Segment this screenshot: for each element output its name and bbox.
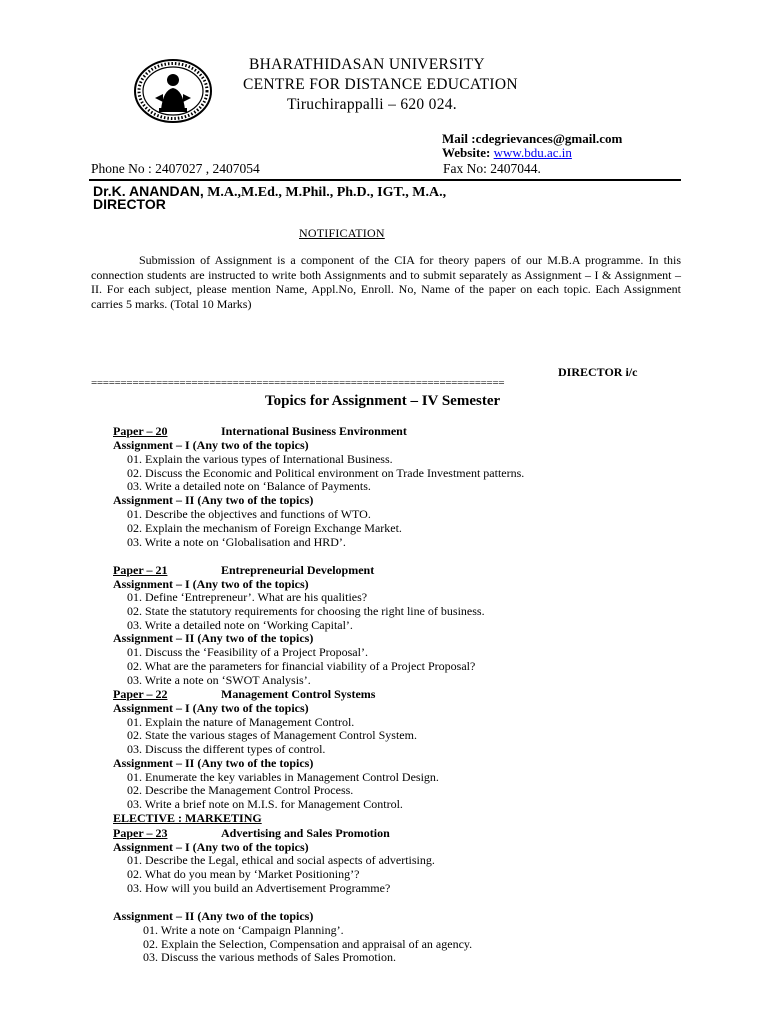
- paper-number: Paper – 22: [113, 687, 168, 701]
- paper-heading: [113, 687, 376, 702]
- topic-item: 02. Explain the Selection, Compensation and appraisal of an agency.: [143, 937, 473, 951]
- topic-item: 02. What are the parameters for financial viability of a Project Proposal?: [127, 659, 476, 673]
- assignment-heading: Assignment – II (Any two of the topics): [113, 631, 314, 645]
- topic-item: 01. Define ‘Entrepreneur’. What are his qualities?: [127, 590, 368, 604]
- paper-heading: [113, 424, 407, 439]
- director-title: DIRECTOR: [93, 196, 166, 212]
- topic-item: 02. State the statutory requirements for choosing the right line of business.: [127, 604, 485, 618]
- assignment-heading: Assignment – II (Any two of the topics): [113, 493, 314, 507]
- topic-item: 02. State the various stages of Management Control System.: [127, 728, 417, 742]
- elective-heading: ELECTIVE : MARKETING: [113, 811, 262, 825]
- topic-item: 03. Write a brief note on M.I.S. for Management Control.: [127, 797, 403, 811]
- topic-item: 01. Explain the nature of Management Control.: [127, 715, 355, 729]
- website-label: Website:: [442, 145, 491, 160]
- assignment-heading: Assignment – I (Any two of the topics): [113, 577, 309, 591]
- topic-item: 03. Write a note on ‘Globalisation and HRD’.: [127, 535, 346, 549]
- assignment-heading: Assignment – I (Any two of the topics): [113, 840, 309, 854]
- university-emblem-icon: [133, 58, 213, 124]
- topic-item: 01. Write a note on ‘Campaign Planning’.: [143, 923, 344, 937]
- topic-item: 03. Discuss the various methods of Sales Promotion.: [143, 950, 396, 964]
- topics-title: Topics for Assignment – IV Semester: [265, 393, 501, 409]
- paper-number: Paper – 23: [113, 826, 168, 840]
- topic-item: 03. Write a detailed note on ‘Balance of Payments.: [127, 479, 371, 493]
- topic-item: 01. Discuss the ‘Feasibility of a Project Proposal’.: [127, 645, 368, 659]
- notification-heading: NOTIFICATION: [299, 226, 385, 240]
- notification-body: Submission of Assignment is a component of the CIA for theory papers of our M.B.A programme. In this connection students are instructed to write both Assignments and to submit separately as Assignment – I & Assignment – II. For each subject, please mention Name, Appl.No, Enroll. No, Name of the paper on each topic. Each Assignment carries 5 marks. (Total 10 Marks): [91, 253, 681, 311]
- separator-line: ======================================================================: [91, 377, 505, 389]
- topic-item: 01. Enumerate the key variables in Management Control Design.: [127, 770, 439, 784]
- paper-title: Management Control Systems: [221, 687, 376, 701]
- paper-heading: [113, 563, 375, 578]
- topic-item: 01. Describe the objectives and functions of WTO.: [127, 507, 371, 521]
- topic-item: 01. Explain the various types of International Business.: [127, 452, 393, 466]
- paper-title: Entrepreneurial Development: [221, 563, 375, 577]
- phone-numbers: Phone No : 2407027 , 2407054: [91, 161, 260, 176]
- city-address: Tiruchirappalli – 620 024.: [287, 96, 457, 113]
- university-name: BHARATHIDASAN UNIVERSITY: [249, 56, 485, 73]
- topic-item: 02. What do you mean by ‘Market Positioning’?: [127, 867, 360, 881]
- header-divider: [89, 179, 681, 181]
- website-link[interactable]: www.bdu.ac.in: [493, 145, 572, 160]
- assignment-heading: Assignment – I (Any two of the topics): [113, 701, 309, 715]
- paper-number: Paper – 21: [113, 563, 168, 577]
- paper-heading: [113, 826, 390, 841]
- paper-number: Paper – 20: [113, 424, 168, 438]
- website-line: [442, 145, 572, 161]
- topic-item: 03. Write a detailed note on ‘Working Capital’.: [127, 618, 353, 632]
- topic-item: 03. Write a note on ‘SWOT Analysis’.: [127, 673, 311, 687]
- assignment-heading: Assignment – II (Any two of the topics): [113, 756, 314, 770]
- assignment-heading: Assignment – I (Any two of the topics): [113, 438, 309, 452]
- mail-address: Mail :cdegrievances@gmail.com: [442, 131, 623, 146]
- director-qualifications: M.A.,M.Ed., M.Phil., Ph.D., IGT., M.A.,: [203, 185, 447, 200]
- director-name: Dr.K. ANANDAN,: [93, 183, 204, 199]
- paper-title: International Business Environment: [221, 424, 407, 438]
- paper-title: Advertising and Sales Promotion: [221, 826, 390, 840]
- topic-item: 03. Discuss the different types of control.: [127, 742, 326, 756]
- topic-item: 03. How will you build an Advertisement Programme?: [127, 881, 391, 895]
- topic-item: 02. Describe the Management Control Process.: [127, 783, 354, 797]
- signatory: DIRECTOR i/c: [558, 365, 638, 379]
- centre-name: CENTRE FOR DISTANCE EDUCATION: [243, 76, 518, 93]
- assignment-heading: Assignment – II (Any two of the topics): [113, 909, 314, 923]
- topic-item: 01. Describe the Legal, ethical and social aspects of advertising.: [127, 853, 435, 867]
- topic-item: 02. Discuss the Economic and Political environment on Trade Investment patterns.: [127, 466, 525, 480]
- fax-number: Fax No: 2407044.: [443, 161, 541, 176]
- topic-item: 02. Explain the mechanism of Foreign Exchange Market.: [127, 521, 402, 535]
